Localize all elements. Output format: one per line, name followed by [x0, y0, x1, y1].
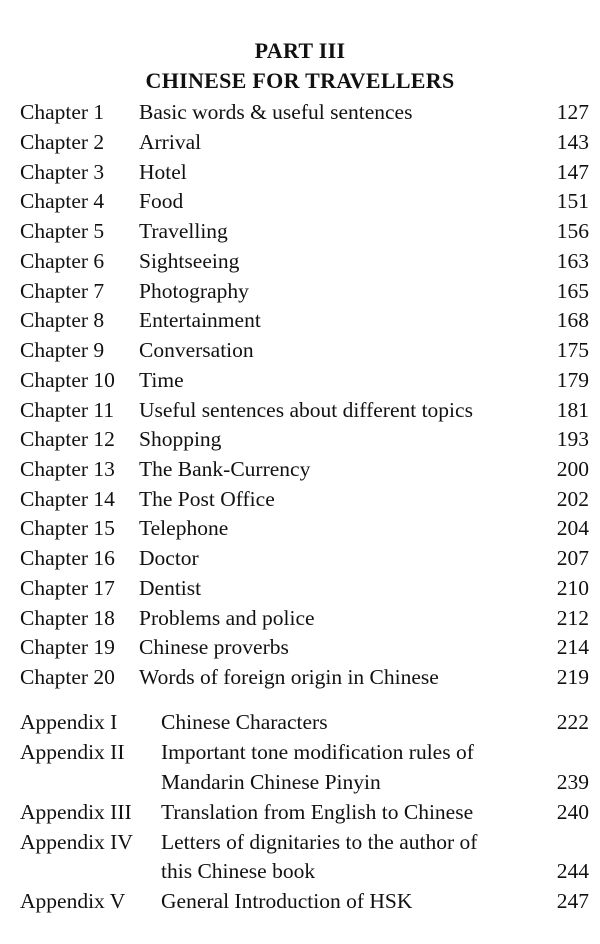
appendix-row — [0, 737, 600, 767]
page-number: 175 — [556, 338, 589, 362]
chapter-label: Chapter 2 — [20, 130, 105, 154]
chapter-row — [0, 305, 600, 335]
appendix-row-continued — [0, 856, 600, 886]
chapter-row — [0, 632, 600, 662]
page-number: 212 — [556, 606, 589, 630]
chapter-title: Basic words & useful sentences — [139, 100, 413, 124]
chapter-row — [0, 395, 600, 425]
appendix-title: Translation from English to Chinese — [161, 800, 474, 824]
chapter-label: Chapter 7 — [20, 279, 105, 303]
chapter-label: Chapter 4 — [20, 189, 105, 213]
page-number: 147 — [556, 160, 589, 184]
chapter-title: Useful sentences about different topics — [139, 398, 473, 422]
chapter-row — [0, 484, 600, 514]
page-number: 222 — [556, 710, 589, 734]
part-label: PART III — [254, 38, 346, 63]
appendix-title: Important tone modification rules of — [161, 740, 474, 764]
chapter-title: Conversation — [139, 338, 254, 362]
chapter-row — [0, 186, 600, 216]
page-number: 165 — [556, 279, 589, 303]
appendix-title: General Introduction of HSK — [161, 889, 413, 913]
chapter-row — [0, 216, 600, 246]
chapter-row — [0, 454, 600, 484]
chapter-title: The Post Office — [139, 487, 275, 511]
part-title: CHINESE FOR TRAVELLERS — [145, 68, 455, 93]
chapter-label: Chapter 3 — [20, 160, 105, 184]
page-number: 202 — [556, 487, 589, 511]
chapter-label: Chapter 12 — [20, 427, 115, 451]
chapter-label: Chapter 1 — [20, 100, 105, 124]
chapter-label: Chapter 17 — [20, 576, 115, 600]
page-number: 127 — [556, 100, 589, 124]
appendix-label: Appendix V — [20, 889, 126, 913]
chapter-title: Dentist — [139, 576, 202, 600]
chapter-title: Problems and police — [139, 606, 315, 630]
chapter-title: Words of foreign origin in Chinese — [139, 665, 439, 689]
chapter-title: Doctor — [139, 546, 199, 570]
chapter-row — [0, 365, 600, 395]
chapter-label: Chapter 10 — [20, 368, 115, 392]
appendix-row — [0, 827, 600, 857]
chapter-row — [0, 543, 600, 573]
chapter-title: Hotel — [139, 160, 187, 184]
page-number: 181 — [556, 398, 589, 422]
appendix-row — [0, 797, 600, 827]
chapter-label: Chapter 14 — [20, 487, 115, 511]
chapter-row — [0, 335, 600, 365]
chapter-label: Chapter 13 — [20, 457, 115, 481]
chapter-row — [0, 97, 600, 127]
chapter-row — [0, 127, 600, 157]
appendix-label: Appendix II — [20, 740, 125, 764]
page-number: 200 — [556, 457, 589, 481]
chapter-title: Photography — [139, 279, 249, 303]
chapter-title: Chinese proverbs — [139, 635, 289, 659]
appendix-label: Appendix III — [20, 800, 132, 824]
chapter-title: Food — [139, 189, 184, 213]
appendix-label: Appendix IV — [20, 830, 133, 854]
chapter-title: Entertainment — [139, 308, 261, 332]
chapter-label: Chapter 19 — [20, 635, 115, 659]
appendix-title: Letters of dignitaries to the author of — [161, 830, 478, 854]
page-number: 179 — [556, 368, 589, 392]
appendix-row — [0, 886, 600, 916]
chapter-title: Time — [139, 368, 184, 392]
appendix-title-continued: this Chinese book — [161, 859, 316, 883]
chapter-row — [0, 662, 600, 692]
page-number: 214 — [556, 635, 589, 659]
chapter-label: Chapter 20 — [20, 665, 115, 689]
appendix-row — [0, 707, 600, 737]
chapter-title: Arrival — [139, 130, 202, 154]
chapter-row — [0, 573, 600, 603]
chapter-title: Shopping — [139, 427, 222, 451]
chapter-label: Chapter 6 — [20, 249, 105, 273]
chapter-row — [0, 276, 600, 306]
chapter-title: Sightseeing — [139, 249, 240, 273]
page-number: 204 — [556, 516, 589, 540]
page-number: 219 — [556, 665, 589, 689]
chapter-title: Telephone — [139, 516, 229, 540]
chapter-row — [0, 246, 600, 276]
appendix-title-continued: Mandarin Chinese Pinyin — [161, 770, 381, 794]
page-number: 168 — [556, 308, 589, 332]
chapter-row — [0, 603, 600, 633]
page-number: 244 — [556, 859, 589, 883]
chapter-label: Chapter 18 — [20, 606, 115, 630]
page-number: 156 — [556, 219, 589, 243]
chapter-title: Travelling — [139, 219, 228, 243]
chapter-label: Chapter 9 — [20, 338, 105, 362]
page-number: 239 — [556, 770, 589, 794]
page-number: 247 — [556, 889, 589, 913]
chapter-row — [0, 157, 600, 187]
page-number: 163 — [556, 249, 589, 273]
page-number: 210 — [556, 576, 589, 600]
chapter-label: Chapter 15 — [20, 516, 115, 540]
chapter-row — [0, 513, 600, 543]
page-number: 143 — [556, 130, 589, 154]
chapter-label: Chapter 11 — [20, 398, 115, 422]
appendix-title: Chinese Characters — [161, 710, 328, 734]
chapter-row — [0, 424, 600, 454]
appendix-row-continued — [0, 767, 600, 797]
appendix-label: Appendix I — [20, 710, 118, 734]
chapter-title: The Bank-Currency — [139, 457, 311, 481]
page-number: 193 — [556, 427, 589, 451]
page-number: 207 — [556, 546, 589, 570]
page-number: 151 — [556, 189, 589, 213]
page-number: 240 — [556, 800, 589, 824]
chapter-label: Chapter 8 — [20, 308, 105, 332]
chapter-label: Chapter 5 — [20, 219, 105, 243]
chapter-label: Chapter 16 — [20, 546, 115, 570]
